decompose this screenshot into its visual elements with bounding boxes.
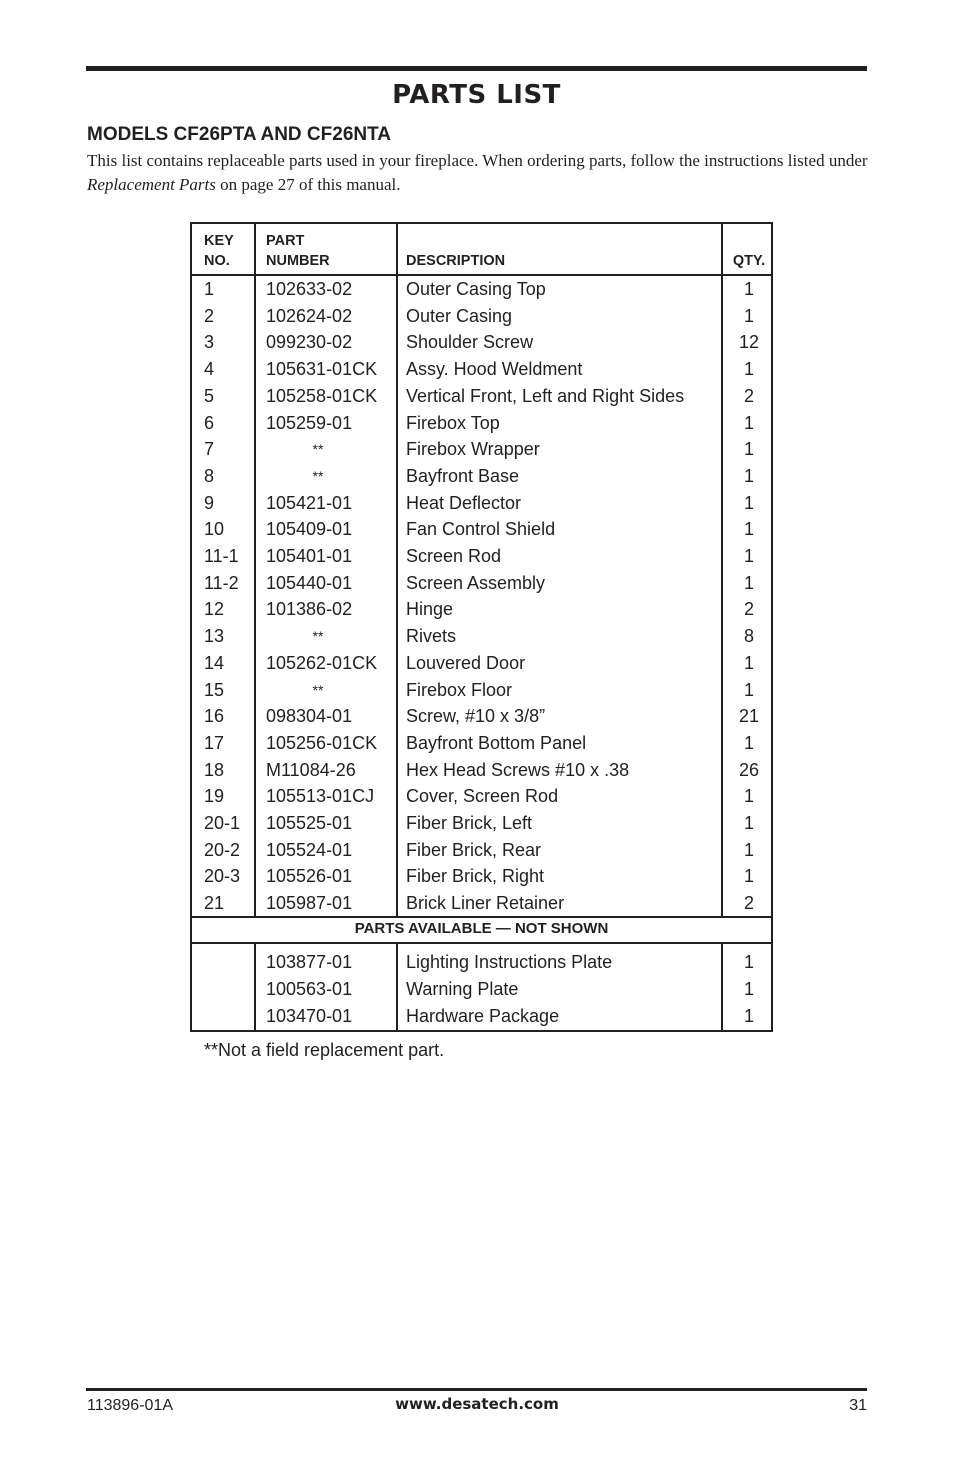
qty-cell: 1: [743, 679, 754, 700]
qty-cell: 1: [743, 439, 754, 460]
key-cell: 11-1: [204, 546, 239, 566]
key-cell: 3: [204, 332, 215, 353]
description-cell: Assy. Hood Weldment: [406, 359, 583, 380]
part-number-cell: 105526-01: [266, 866, 353, 887]
key-cell: 11-2: [204, 572, 239, 593]
description-cell: Brick Liner Retainer: [406, 893, 565, 914]
top-rule: [86, 66, 867, 71]
table-row: [192, 757, 771, 784]
qty-cell: 1: [743, 978, 754, 999]
table-row: [192, 623, 771, 650]
qty-cell: 12: [738, 332, 760, 353]
table-row: [192, 703, 771, 730]
header-key-line1: KEY: [204, 233, 234, 249]
table-row: [192, 490, 771, 517]
description-cell: Screen Assembly: [406, 572, 546, 593]
description-cell: Louvered Door: [406, 652, 526, 673]
key-cell: 19: [204, 786, 225, 807]
qty-cell: 21: [738, 706, 760, 727]
table-row: [192, 356, 771, 383]
qty-cell: 2: [743, 385, 754, 406]
key-cell: 21: [204, 893, 225, 914]
qty-cell: 1: [743, 519, 754, 540]
key-cell: 10: [204, 519, 225, 540]
key-cell: 20-1: [204, 813, 241, 833]
qty-cell: 1: [743, 546, 754, 566]
header-part: [266, 231, 330, 271]
part-number-cell: 105409-01: [266, 519, 353, 540]
table-row: [192, 463, 771, 490]
part-number-cell: 103470-01: [266, 1005, 353, 1026]
key-cell: 16: [204, 706, 225, 727]
qty-cell: 2: [743, 893, 754, 914]
header-part-line2: NUMBER: [266, 253, 330, 269]
description-cell: Heat Deflector: [406, 492, 522, 513]
qty-cell: 1: [743, 786, 754, 807]
part-number-cell: 102633-02: [266, 279, 353, 299]
section-heading: MODELS CF26PTA AND CF26NTA: [87, 124, 392, 145]
description-cell: Vertical Front, Left and Right Sides: [406, 385, 685, 406]
description-cell: Outer Casing: [406, 305, 513, 326]
part-number-cell: 105258-01CK: [266, 385, 378, 406]
key-cell: 5: [204, 385, 215, 406]
table-row: [192, 976, 771, 1003]
table-row: [192, 890, 771, 917]
table-row: [192, 650, 771, 677]
intro-text-before: This list contains replaceable parts used in your fireplace. When ordering parts, follow the instructions listed under: [87, 151, 868, 170]
qty-cell: 1: [743, 952, 754, 972]
table-row: [192, 276, 771, 303]
description-cell: Hex Head Screws #10 x .38: [406, 759, 630, 780]
part-number-cell: 105421-01: [266, 492, 353, 513]
key-cell: 20-3: [204, 866, 241, 887]
part-number-cell: 105987-01: [266, 893, 353, 914]
part-number-cell: 105631-01CK: [266, 359, 378, 380]
key-cell: 7: [204, 439, 215, 460]
table-row: [192, 949, 771, 976]
part-number-cell: 105513-01CJ: [266, 786, 375, 807]
table-row: [192, 863, 771, 890]
key-cell: 2: [204, 305, 215, 326]
qty-cell: 1: [743, 305, 754, 326]
header-key-line2: NO.: [204, 253, 230, 269]
intro-emphasis: Replacement Parts: [87, 175, 216, 194]
key-cell: 20-2: [204, 839, 241, 860]
part-number-cell: 105401-01: [266, 546, 353, 566]
table-row: [192, 783, 771, 810]
description-cell: Firebox Wrapper: [406, 439, 540, 460]
table-row: [192, 436, 771, 463]
part-number-cell: 105256-01CK: [266, 732, 378, 753]
key-cell: 6: [204, 412, 215, 433]
part-number-cell: 101386-02: [266, 599, 353, 620]
part-number-cell: 105440-01: [266, 572, 353, 593]
key-cell: 12: [204, 599, 225, 620]
footnote: **Not a field replacement part.: [204, 1040, 445, 1060]
part-number-cell: 105262-01CK: [266, 652, 378, 673]
part-number-cell: 103877-01: [266, 952, 353, 972]
qty-cell: 26: [738, 759, 760, 780]
description-cell: Fiber Brick, Right: [406, 866, 545, 887]
not-shown-label: PARTS AVAILABLE — NOT SHOWN: [354, 920, 609, 937]
table-row: [192, 329, 771, 356]
qty-cell: 1: [743, 839, 754, 860]
key-cell: 17: [204, 732, 225, 753]
key-cell: 15: [204, 679, 225, 700]
website-link[interactable]: www.desatech.com: [395, 1395, 559, 1413]
description-cell: Fiber Brick, Left: [406, 813, 533, 833]
table-row: [192, 810, 771, 837]
description-cell: Screen Rod: [406, 546, 502, 566]
qty-cell: 1: [743, 465, 754, 486]
header-key: [204, 231, 234, 271]
qty-cell: 2: [743, 599, 754, 620]
doc-number: 113896-01A: [87, 1397, 173, 1414]
part-number-cell: **: [312, 441, 324, 458]
description-cell: Hardware Package: [406, 1005, 560, 1026]
key-cell: 1: [204, 279, 215, 299]
description-cell: Bayfront Base: [406, 465, 520, 486]
description-cell: Fiber Brick, Rear: [406, 839, 542, 860]
part-number-cell: M11084-26: [266, 759, 356, 780]
description-cell: Outer Casing Top: [406, 279, 546, 299]
qty-cell: 1: [743, 652, 754, 673]
table-row: [192, 383, 771, 410]
qty-cell: 1: [743, 866, 754, 887]
qty-cell: 1: [743, 359, 754, 380]
band-bottom-rule: [192, 942, 771, 944]
part-number-cell: 098304-01: [266, 706, 353, 727]
part-number-cell: 105525-01: [266, 813, 353, 833]
qty-cell: 1: [743, 279, 754, 299]
key-cell: 14: [204, 652, 225, 673]
header-description: DESCRIPTION: [406, 253, 506, 269]
part-number-cell: 102624-02: [266, 305, 353, 326]
key-cell: 8: [204, 465, 215, 486]
description-cell: Hinge: [406, 599, 454, 620]
table-row: [192, 570, 771, 597]
description-cell: Warning Plate: [406, 978, 519, 999]
table-row: [192, 303, 771, 330]
description-cell: Cover, Screen Rod: [406, 786, 559, 807]
qty-cell: 1: [743, 572, 754, 593]
intro-text-after: on page 27 of this manual.: [215, 175, 401, 194]
key-cell: 13: [204, 626, 225, 647]
table-row: [192, 596, 771, 623]
bottom-rule: [86, 1388, 867, 1391]
description-cell: Screw, #10 x 3/8”: [406, 706, 546, 727]
description-cell: Lighting Instructions Plate: [406, 952, 613, 972]
key-cell: 18: [204, 759, 225, 780]
intro-paragraph: [87, 149, 872, 197]
part-number-cell: 100563-01: [266, 978, 353, 999]
qty-cell: 1: [743, 412, 754, 433]
part-number-cell: 099230-02: [266, 332, 353, 353]
description-cell: Firebox Floor: [406, 679, 513, 700]
description-cell: Firebox Top: [406, 412, 500, 433]
table-row: [192, 837, 771, 864]
key-cell: 4: [204, 359, 215, 380]
parts-table: [190, 222, 773, 1032]
description-cell: Bayfront Bottom Panel: [406, 732, 587, 753]
page-title: PARTS LIST: [392, 80, 561, 110]
description-cell: Shoulder Screw: [406, 332, 534, 353]
qty-cell: 1: [743, 732, 754, 753]
table-row: [192, 730, 771, 757]
table-row: [192, 1003, 771, 1030]
qty-cell: 1: [743, 813, 754, 833]
header-part-line1: PART: [266, 233, 305, 249]
part-number-cell: **: [312, 681, 324, 698]
table-row: [192, 516, 771, 543]
qty-cell: 1: [743, 1005, 754, 1026]
key-cell: 9: [204, 492, 215, 513]
part-number-cell: 105524-01: [266, 839, 353, 860]
header-qty: QTY.: [732, 253, 766, 269]
table-row: [192, 543, 771, 570]
qty-cell: 8: [743, 626, 754, 647]
part-number-cell: 105259-01: [266, 412, 353, 433]
description-cell: Fan Control Shield: [406, 519, 556, 540]
qty-cell: 1: [743, 492, 754, 513]
table-row: [192, 410, 771, 437]
description-cell: Rivets: [406, 626, 457, 647]
table-row: [192, 677, 771, 704]
part-number-cell: **: [312, 467, 324, 484]
part-number-cell: **: [312, 628, 324, 645]
page-number: 31: [849, 1397, 867, 1414]
